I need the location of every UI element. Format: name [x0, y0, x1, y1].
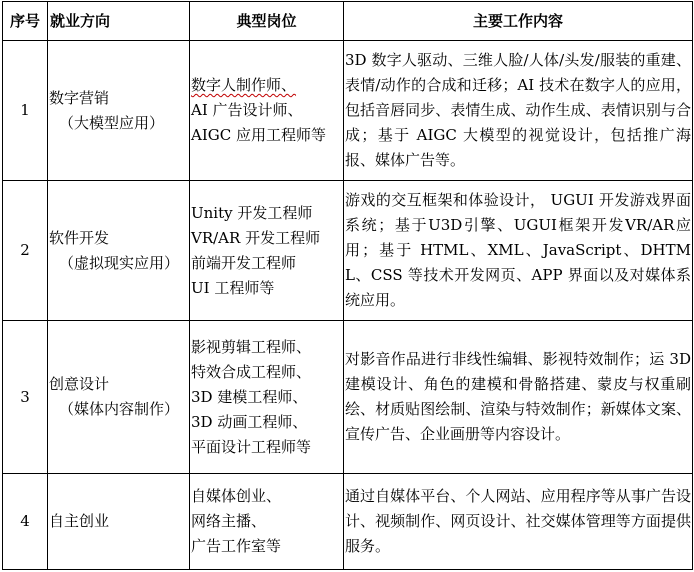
- row-seq: 3: [3, 321, 48, 474]
- position-item: 广告工作室等: [191, 537, 282, 555]
- position-item: UI 工程师等: [191, 278, 275, 297]
- table-row: [3, 474, 693, 570]
- direction-subtitle: （虚拟现实应用）: [59, 253, 180, 272]
- position-item: 3D 建模工程师、: [191, 387, 308, 406]
- row-direction: [48, 474, 190, 570]
- header-seq: 序号: [3, 2, 48, 41]
- header-row: [3, 2, 693, 41]
- direction-title: 创意设计: [49, 375, 110, 393]
- row-positions: [190, 41, 344, 181]
- direction-title: 数字营销: [49, 88, 110, 107]
- row-content: 通过自媒体平台、个人网站、应用程序等从事广告设计、视频制作、网页设计、社交媒体管理等方面提供服务。: [344, 474, 693, 570]
- row-seq: 2: [3, 181, 48, 321]
- direction-title: 软件开发: [49, 228, 110, 247]
- row-positions: [190, 181, 344, 321]
- direction-subtitle: （媒体内容制作）: [59, 400, 180, 418]
- position-item: 特效合成工程师、: [191, 362, 312, 381]
- row-positions: [190, 474, 344, 570]
- header-content: 主要工作内容: [344, 2, 693, 41]
- position-item: 数字人制作师、: [191, 76, 297, 94]
- header-positions: 典型岗位: [190, 2, 344, 41]
- row-seq: 1: [3, 41, 48, 181]
- row-content: 游戏的交互框架和体验设计， UGUI 开发游戏界面系统；基于U3D引擎、UGUI框架开发VR/AR应用；基于 HTML、XML、JavaScript、DHTML、CSS 等技术开发网页、APP 界面以及对媒体系统应用。: [344, 181, 693, 321]
- header-direction: 就业方向: [48, 2, 190, 41]
- position-item: 自媒体创业、: [191, 487, 282, 505]
- table-row: [3, 321, 693, 474]
- row-positions: [190, 321, 344, 474]
- row-content: 对影音作品进行非线性编辑、影视特效制作；运 3D 建模设计、角色的建模和骨骼搭建、蒙皮与权重刷绘、材质贴图绘制、渲染与特效制作；新媒体文案、宣传广告、企业画册等内容设计。: [344, 321, 693, 474]
- position-item: 前端开发工程师: [191, 253, 297, 272]
- position-item: 平面设计工程师等: [191, 437, 312, 456]
- position-item: AI 广告设计师、: [191, 101, 303, 119]
- row-direction: [48, 181, 190, 321]
- position-item: 网络主播、: [191, 512, 267, 530]
- position-item: 影视剪辑工程师、: [191, 337, 312, 356]
- position-item: AIGC 应用工程师等: [191, 126, 326, 144]
- row-direction: [48, 41, 190, 181]
- career-table: [2, 1, 693, 570]
- table-row: [3, 181, 693, 321]
- position-item: 3D 动画工程师、: [191, 412, 308, 431]
- position-item: VR/AR 开发工程师: [191, 228, 321, 247]
- direction-subtitle: （大模型应用）: [59, 113, 165, 132]
- row-content: 3D 数字人驱动、三维人脸/人体/头发/服装的重建、表情/动作的合成和迁移；AI 技术在数字人的应用，包括音唇同步、表情生成、动作生成、表情识别与合成；基于 AIGC 大模型的视觉设计，包括推广海报、媒体广告等。: [344, 41, 693, 181]
- direction-title: 自主创业: [49, 512, 110, 530]
- table-row: [3, 41, 693, 181]
- position-item: Unity 开发工程师: [191, 203, 313, 222]
- row-direction: [48, 321, 190, 474]
- row-seq: 4: [3, 474, 48, 570]
